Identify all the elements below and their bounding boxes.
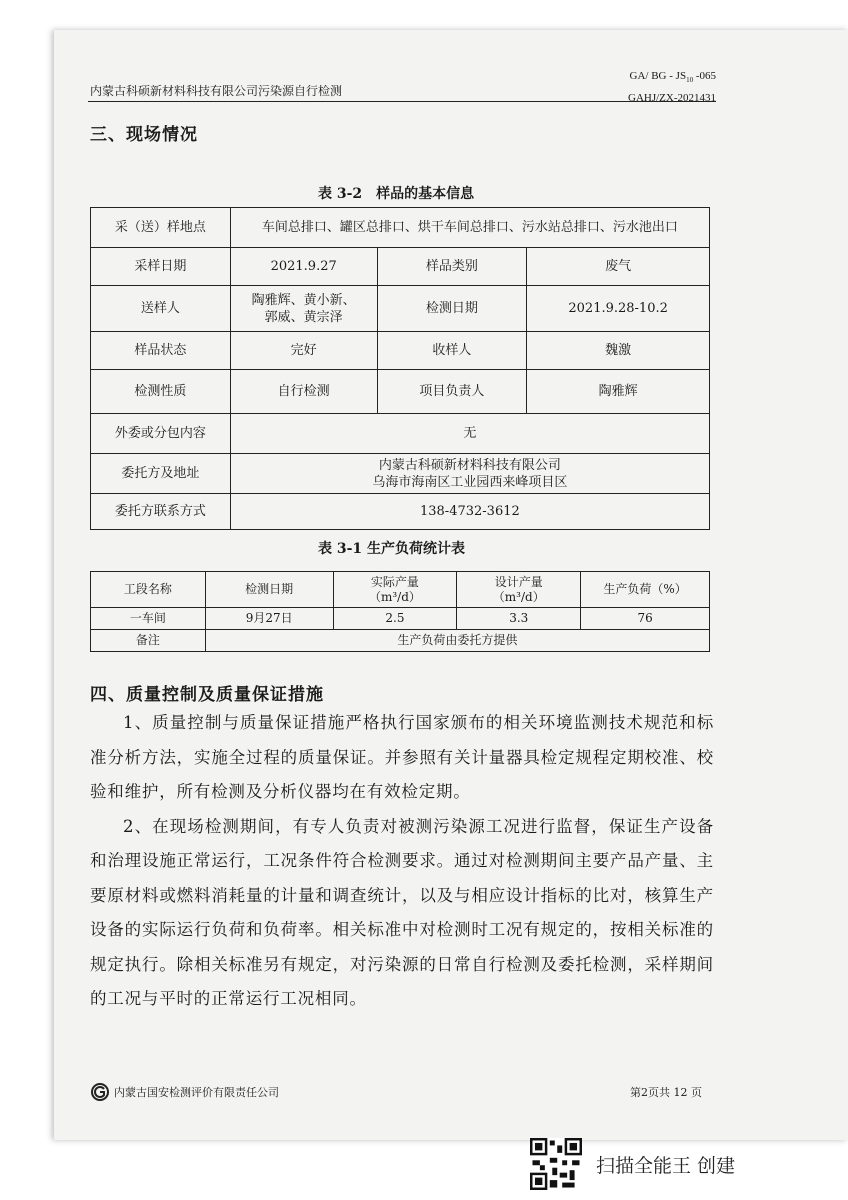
table-row bbox=[91, 630, 710, 652]
header-cell: 检测日期 bbox=[205, 572, 333, 608]
cell-label: 样品类别 bbox=[377, 248, 527, 286]
header-cell: 工段名称 bbox=[91, 572, 206, 608]
footer-company-name: 内蒙古国安检测评价有限责任公司 bbox=[114, 1086, 279, 1099]
cell-label: 委托方及地址 bbox=[91, 454, 231, 494]
paragraph-1: 1、质量控制与质量保证措施严格执行国家颁布的相关环境监测技术规范和标准分析方法，实施全过程的质量保证。并参照有关计量器具检定规程定期校准、校验和维护，所有检测及分析仪器均在有效检定期。 bbox=[90, 713, 714, 801]
header-code1: GA/ BG - $JS_{10}$ -065 bbox=[629, 70, 716, 85]
header-cell: 实际产量 （m³/d） bbox=[333, 572, 457, 608]
cell-value: 陶雅辉、黄小新、 郭威、黄宗泽 bbox=[230, 286, 377, 332]
table-row bbox=[91, 208, 710, 248]
table-row bbox=[91, 248, 710, 286]
company-logo-icon bbox=[90, 1082, 110, 1102]
scanner-watermark: 扫描全能王 创建 bbox=[596, 1155, 736, 1177]
cell-value: 2021.9.28-10.2 bbox=[527, 286, 710, 332]
cell-value: 自行检测 bbox=[230, 370, 377, 414]
cell-label: 样品状态 bbox=[91, 332, 231, 370]
cell-label: 采（送）样地点 bbox=[91, 208, 231, 248]
header-cell: 设计产量 （m³/d） bbox=[457, 572, 581, 608]
cell-value: 车间总排口、罐区总排口、烘干车间总排口、污水站总排口、污水池出口 bbox=[230, 208, 709, 248]
cell-value: 138-4732-3612 bbox=[230, 494, 709, 530]
table-cell: 一车间 bbox=[91, 608, 206, 630]
table-cell: 2.5 bbox=[333, 608, 457, 630]
header-cell: 生产负荷（%） bbox=[581, 572, 710, 608]
cell-label: 外委或分包内容 bbox=[91, 414, 231, 454]
section4-body bbox=[90, 706, 714, 1017]
table-cell: 备注 bbox=[91, 630, 206, 652]
load-table bbox=[90, 571, 710, 652]
cell-value: 内蒙古科硕新材料科技有限公司 乌海市海南区工业园西来峰项目区 bbox=[230, 454, 709, 494]
cell-value: 2021.9.27 bbox=[230, 248, 377, 286]
table-row bbox=[91, 332, 710, 370]
cell-value: 废气 bbox=[527, 248, 710, 286]
cell-value: 陶雅辉 bbox=[527, 370, 710, 414]
cell-label: 采样日期 bbox=[91, 248, 231, 286]
cell-value: 魏激 bbox=[527, 332, 710, 370]
cell-label: 送样人 bbox=[91, 286, 231, 332]
cell-label: 委托方联系方式 bbox=[91, 494, 231, 530]
header-code2: GAHJ/ZX-2021431 bbox=[628, 92, 716, 105]
header-divider bbox=[88, 101, 716, 102]
cell-value: 无 bbox=[230, 414, 709, 454]
table31-caption: 表 3-1 生产负荷统计表 bbox=[318, 541, 466, 557]
table32-caption: 表 3-2 样品的基本信息 bbox=[318, 186, 475, 202]
table-row bbox=[91, 608, 710, 630]
table-row bbox=[91, 286, 710, 332]
header-company: 内蒙古科硕新材料科技有限公司污染源自行检测 bbox=[90, 84, 343, 98]
table-row bbox=[91, 494, 710, 530]
sample-info-table bbox=[90, 207, 710, 530]
table-cell: 76 bbox=[581, 608, 710, 630]
section3-title: 三、现场情况 bbox=[90, 125, 198, 145]
page-number: 第2页共 12 页 bbox=[630, 1086, 702, 1099]
paragraph-2: 2、在现场检测期间，有专人负责对被测污染源工况进行监督，保证生产设备和治理设施正常运行，工况条件符合检测要求。通过对检测期间主要产品产量、主要原材料或燃料消耗量的计量和调查统计，以及与相应设计指标的比对，核算生产设备的实际运行负荷和负荷率。相关标准中对检测时工况有规定的，按相关标准的规定执行。除相关标准另有规定，对污染源的日常自行检测及委托检测，采样期间的工况与平时的正常运行工况相同。 bbox=[90, 816, 714, 1008]
cell-value: 完好 bbox=[230, 332, 377, 370]
cell-label: 检测性质 bbox=[91, 370, 231, 414]
table-cell: 生产负荷由委托方提供 bbox=[205, 630, 709, 652]
table-row bbox=[91, 454, 710, 494]
footer-company bbox=[90, 1082, 279, 1102]
table-row bbox=[91, 414, 710, 454]
cell-label: 项目负责人 bbox=[377, 370, 527, 414]
table-cell: 3.3 bbox=[457, 608, 581, 630]
cell-label: 收样人 bbox=[377, 332, 527, 370]
table-header-row bbox=[91, 572, 710, 608]
section4-title: 四、质量控制及质量保证措施 bbox=[90, 685, 324, 705]
table-cell: 9月27日 bbox=[205, 608, 333, 630]
qr-code-icon bbox=[530, 1138, 582, 1190]
cell-label: 检测日期 bbox=[377, 286, 527, 332]
table-row bbox=[91, 370, 710, 414]
